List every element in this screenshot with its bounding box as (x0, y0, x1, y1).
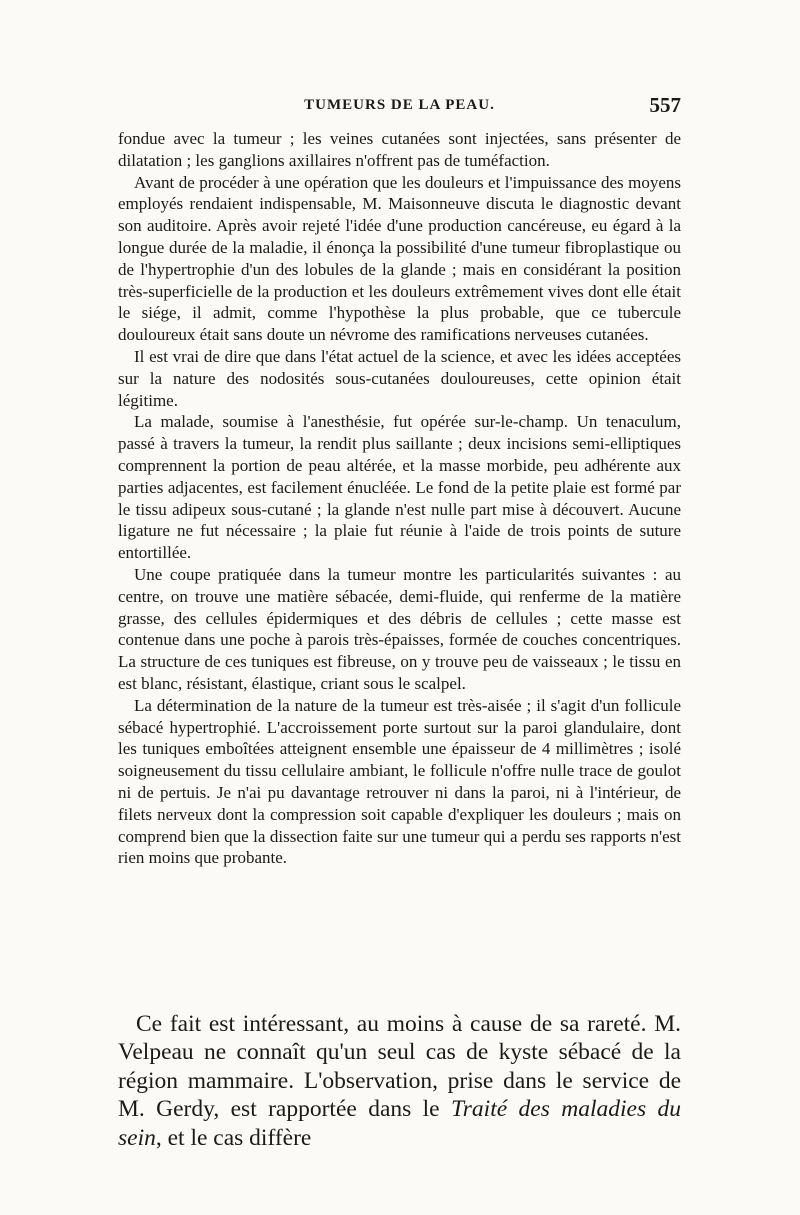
book-title: Traité des maladies du sein (118, 1096, 681, 1151)
large-paragraph (118, 1010, 681, 1152)
person-name: Velpeau (118, 1039, 194, 1066)
paragraph: fondue avec la tumeur ; les veines cutanées sont injectées, sans présenter de dilatation ; les ganglions axillaires n'offrent pas de tuméfaction. (118, 129, 681, 170)
text-run: Ce fait est intéressant, au moins à cause de sa rareté. M. (136, 1011, 681, 1037)
large-text-block (118, 1010, 681, 1152)
page-header (118, 93, 681, 121)
paragraph: Il est vrai de dire que dans l'état actuel de la science, et avec les idées acceptées sur la nature des nodosités sous-cutanées douloureuses, cette opinion était légitime. (118, 346, 681, 410)
body-text (118, 128, 681, 869)
text-run: , est rapportée dans le (213, 1096, 451, 1123)
page-number: 557 (649, 93, 681, 117)
text-run: ne connaît qu'un seul cas de kyste sébacé de la région mammaire. L'observation, prise dans le service de M. (118, 1039, 681, 1123)
text-run: , et le cas diffère (155, 1124, 312, 1151)
paragraph: Une coupe pratiquée dans la tumeur montre les particularités suivantes : au centre, on trouve une matière sébacée, demi-fluide, qui renferme de la matière grasse, des cellules épidermiques et des débris de cellules ; cette masse est contenue dans une poche à parois très-épaisses, formée de couches concentriques. La structure de ces tuniques est fibreuse, on y trouve peu de vaisseaux ; le tissu en est blanc, résistant, élastique, criant sous le scalpel. (118, 564, 681, 693)
paragraph: La détermination de la nature de la tumeur est très-aisée ; il s'agit d'un follicule sébacé hypertrophié. L'accroissement porte surtout sur la paroi glandulaire, dont les tuniques emboîtées atteignent ensemble une épaisseur de 4 millimètres ; isolé soigneusement du tissu cellulaire ambiant, le follicule n'offre nulle trace de goulot ni de pertuis. Je n'ai pu davantage retrouver ni dans la paroi, ni à l'intérieur, de filets nerveux dont la compression soit capable d'expliquer les douleurs ; mais on comprend bien que la dissection faite sur une tumeur qui a perdu ses rapports n'est rien moins que probante. (118, 695, 681, 868)
person-name: Gerdy (156, 1096, 214, 1123)
running-title: TUMEURS DE LA PEAU. (304, 97, 495, 113)
paragraph: La malade, soumise à l'anesthésie, fut opérée sur-le-champ. Un tenaculum, passé à travers la tumeur, la rendit plus saillante ; deux incisions semi-elliptiques comprennent la portion de peau altérée, et la masse morbide, peu adhérente aux parties adjacentes, est facilement énucléée. Le fond de la petite plaie est formé par le tissu adipeux sous-cutané ; la glande n'est nulle part mise à découvert. Aucune ligature ne fut nécessaire ; la plaie fut réunie à l'aide de trois points de suture entortillée. (118, 412, 681, 563)
paragraph: Avant de procéder à une opération que les douleurs et l'impuissance des moyens employés rendaient indispensable, M. Maisonneuve discuta le diagnostic devant son auditoire. Après avoir rejeté l'idée d'une production cancéreuse, eu égard à la longue durée de la maladie, il énonça la possibilité d'une tumeur fibroplastique ou de l'hypertrophie d'un des lobules de la glande ; mais en considérant la position très-superficielle de la production et les douleurs extrêmement vives dont elle était le siége, il admit, comme l'hypothèse la plus probable, que ce tubercule douloureux était sans doute un névrome des ramifications nerveuses cutanées. (118, 172, 681, 345)
